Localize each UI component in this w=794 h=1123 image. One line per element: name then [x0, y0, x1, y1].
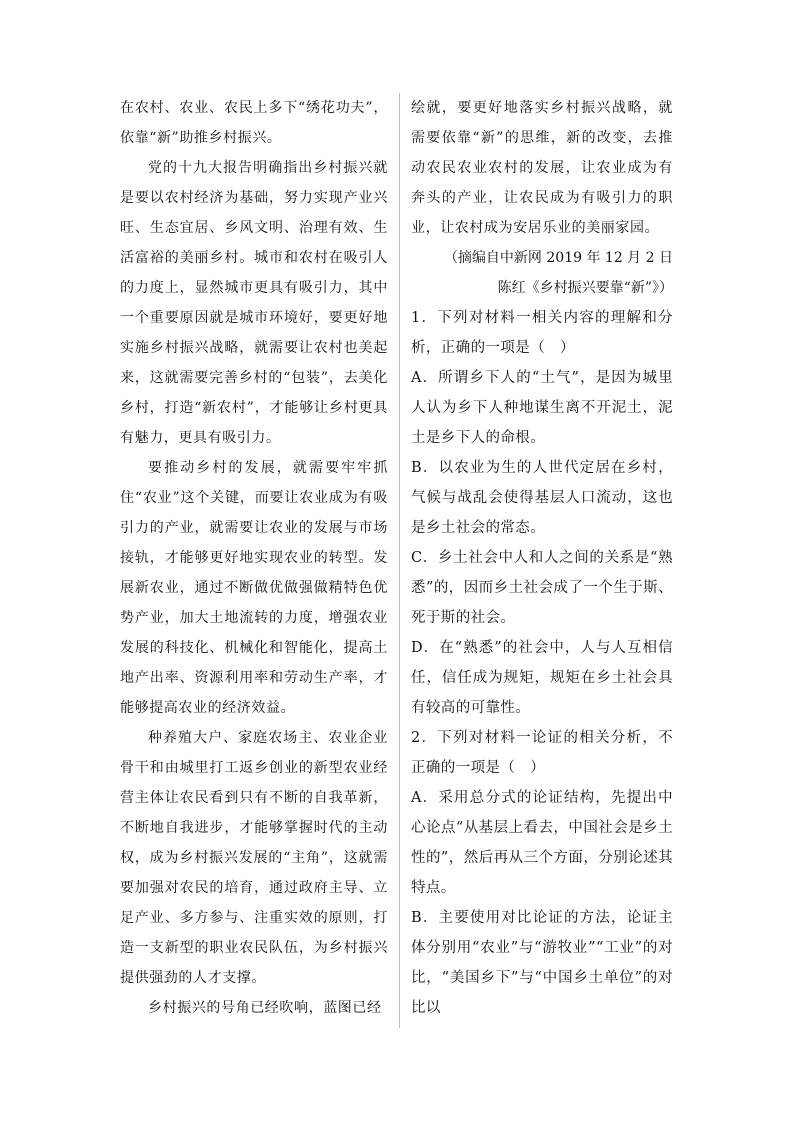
left-column — [120, 93, 388, 1023]
question-2 — [411, 723, 673, 1023]
paragraph: 党的十九大报告明确指出乡村振兴就是要以农村经济为基础，努力实现产业兴旺、生态宜居、乡风文明、治理有效、生活富裕的美丽乡村。城市和农村在吸引人的力度上，显然城市更具有吸引力，其中一个重要原因就是城市环境好，要更好地实施乡村振兴战略，就需要让农村也美起来，这就需要完善乡村的“包装”，去美化乡村，打造“新农村”，才能够让乡村更具有魅力，更具有吸引力。 — [120, 160, 388, 446]
option-a[interactable]: A．所谓乡下人的“土气”，是因为城里人认为乡下人种地谋生离不开泥土，泥土是乡下人的命根。 — [411, 370, 673, 446]
paragraph: 乡村振兴的号角已经吹响，蓝图已经 — [148, 1000, 382, 1016]
paragraph: 要推动乡村的发展，就需要牢牢抓住“农业”这个关键，而要让农业成为有吸引力的产业，就需要让农业的发展与市场接轨，才能够更好地实现农业的转型。发展新农业，通过不断做优做强做精特色优势产业，加大土地流转的力度，增强农业发展的科技化、机械化和智能化，提高土地产出率、资源利用率和劳动生产率，才能够提高农业的经济效益。 — [120, 460, 388, 716]
option-b[interactable]: B．主要使用对比论证的方法，论证主体分别用“农业”与“游牧业”“工业”的对比，“美国乡下”与“中国乡土单位”的对比以 — [411, 910, 673, 1016]
source-citation: （摘编自中新网 2019 年 12 月 2 日陈红《乡村振兴要靠“新”》） — [443, 250, 673, 296]
paragraph: 在农村、农业、农民上多下“绣花功夫”，依靠“新”助推乡村振兴。 — [120, 100, 388, 146]
option-b[interactable]: B．以农业为生的人世代定居在乡村，气候与战乱会使得基层人口流动，这也是乡土社会的常态。 — [411, 460, 673, 536]
question-stem: 1．下列对材料一相关内容的理解和分析，正确的一项是（ ） — [411, 310, 673, 356]
right-column — [411, 93, 673, 1023]
paragraph: 种养殖大户、家庭农场主、农业企业骨干和由城里打工返乡创业的新型农业经营主体让农民看到只有不断的自我革新，不断地自我进步，才能够掌握时代的主动权，成为乡村振兴发展的“主角”，这就需要加强对农民的培育，通过政府主导、立足产业、多方参与、注重实效的原则，打造一支新型的职业农民队伍，为乡村振兴提供强劲的人才支撑。 — [120, 730, 388, 986]
option-d[interactable]: D．在“熟悉”的社会中，人与人互相信任，信任成为规矩，规矩在乡土社会具有较高的可靠性。 — [411, 640, 673, 716]
question-stem: 2．下列对材料一论证的相关分析，不正确的一项是（ ） — [411, 730, 673, 776]
paragraph-continuation: 绘就，要更好地落实乡村振兴战略，就需要依靠“新”的思维，新的改变，去推动农民农业农村的发展，让农业成为有奔头的产业，让农民成为有吸引力的职业，让农村成为安居乐业的美丽家园。 — [411, 100, 673, 236]
question-1 — [411, 303, 673, 723]
option-c[interactable]: C．乡土社会中人和人之间的关系是“熟悉”的，因而乡土社会成了一个生于斯、死于斯的社会。 — [411, 550, 673, 626]
column-divider — [399, 93, 400, 1028]
option-a[interactable]: A．采用总分式的论证结构，先提出中心论点“从基层上看去，中国社会是乡土性的”，然后再从三个方面，分别论述其特点。 — [411, 790, 673, 896]
